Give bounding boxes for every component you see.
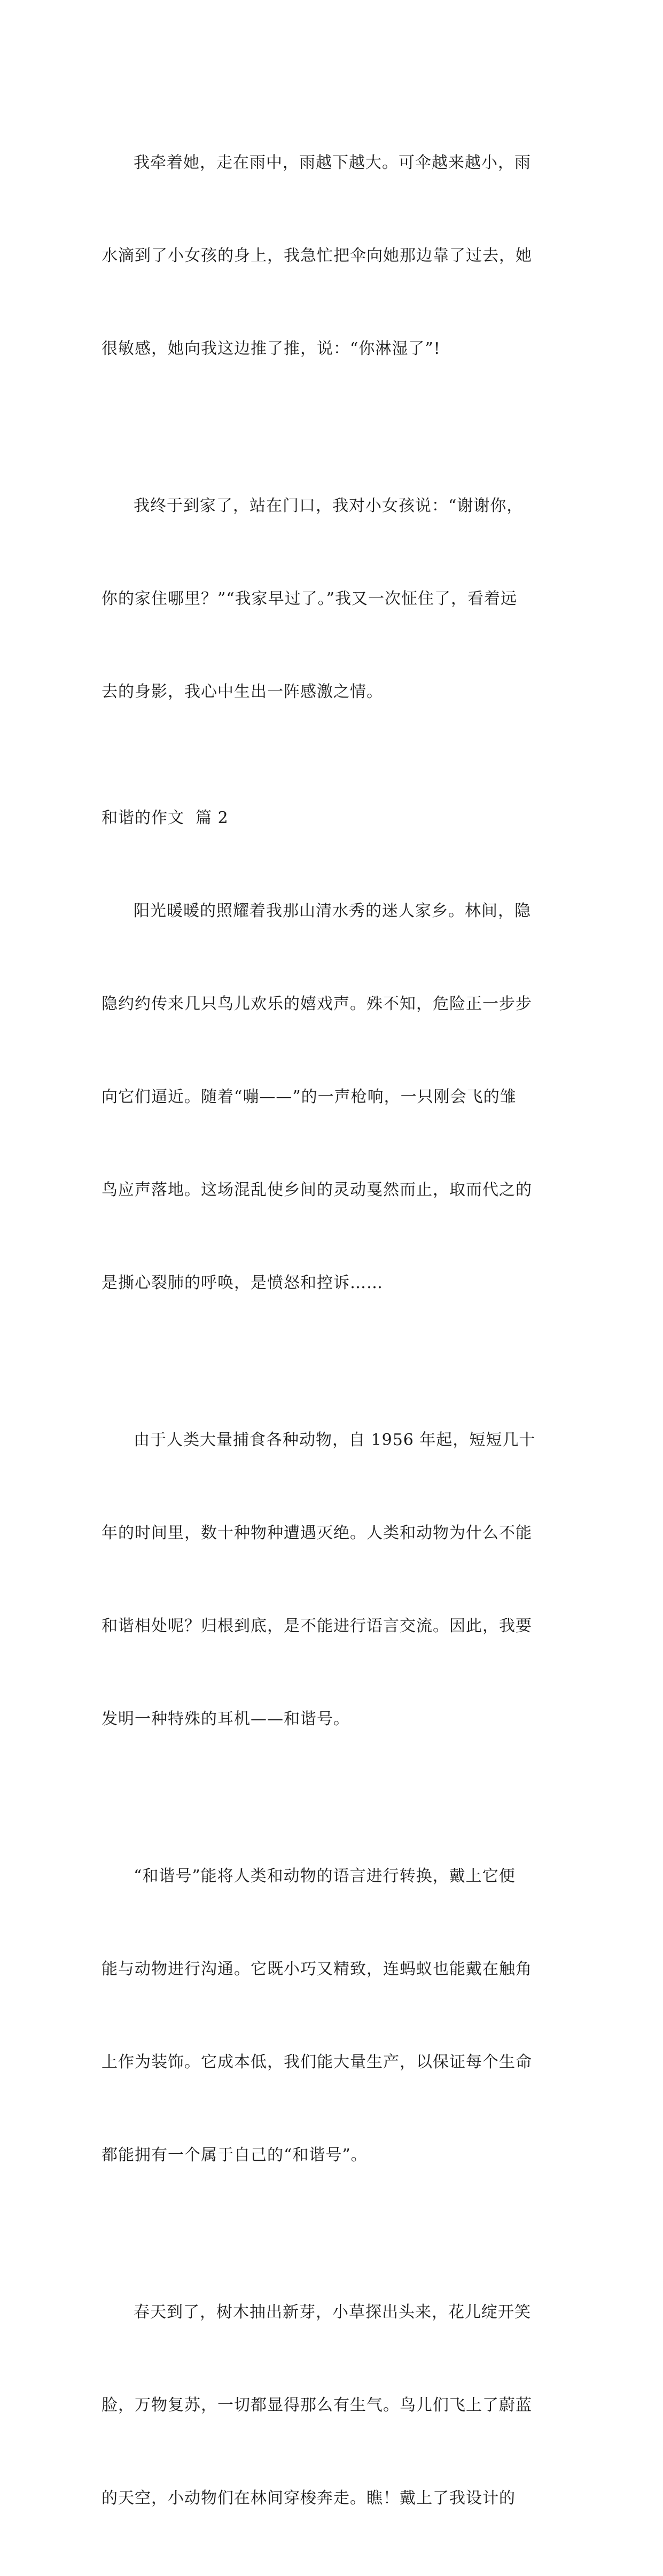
text-line: 去的身影，我心中生出一阵感激之情。 [102,682,383,701]
text-line: 鸟应声落地。这场混乱使乡间的灵动戛然而止，取而代之的 [102,1181,532,1199]
text-line: 我牵着她，走在雨中，雨越下越大。可伞越来越小，雨 [134,153,531,172]
text-line: 春天到了，树木抽出新芽，小草探出头来，花儿绽开笑 [134,2303,531,2322]
text-line: 都能拥有一个属于自己的“和谐号”。 [102,2146,368,2164]
text-line: 发明一种特殊的耳机——和谐号。 [102,1710,350,1728]
text-line: 上作为装饰。它成本低，我们能大量生产，以保证每个生命 [102,2053,532,2071]
section-heading: 和谐的作文 篇 2 [102,809,229,827]
paragraph-hometown [102,834,561,1361]
text-line: 是撕心裂肺的呼唤，是愤怒和控诉…… [102,1274,383,1292]
paragraph-rain-walk [102,86,561,426]
text-line: 你的家住哪里？”“我家早过了。”我又一次怔住了，看着远 [102,589,518,608]
text-line: 向它们逼近。随着“嘣——”的一声枪响，一只刚会飞的雏 [102,1088,517,1106]
text-line: 脸，万物复苏，一切都显得那么有生气。鸟儿们飞上了蔚蓝 [102,2396,532,2415]
text-line: 由于人类大量捕食各种动物，自 1956 年起，短短几十 [134,1431,536,1449]
paragraph-arrive-home [102,429,561,770]
paragraph-extinction [102,1363,561,1797]
document-page [102,86,561,2576]
text-line: 能与动物进行沟通。它既小巧又精致，连蚂蚁也能戴在触角 [102,1960,532,1978]
text-line: 阳光暖暖的照耀着我那山清水秀的迷人家乡。林间，隐 [134,902,531,920]
text-line: “和谐号”能将人类和动物的语言进行转换，戴上它便 [134,1867,516,1886]
text-line: 隐约约传来几只鸟儿欢乐的嬉戏声。殊不知，危险正一步步 [102,995,532,1013]
text-line: 水滴到了小女孩的身上，我急忙把伞向她那边靠了过去，她 [102,246,532,265]
text-line: 我终于到家了，站在门口，我对小女孩说：“谢谢你， [134,496,524,515]
paragraph-harmony-device [102,1799,561,2233]
text-line: 很敏感，她向我这边推了推，说：“你淋湿了”! [102,339,441,358]
text-line: 的天空，小动物们在林间穿梭奔走。瞧！戴上了我设计的 [102,2489,516,2508]
text-line: 年的时间里，数十种物种遭遇灭绝。人类和动物为什么不能 [102,1524,532,1542]
paragraph-spring [102,2235,561,2576]
text-line: 和谐相处呢？归根到底，是不能进行语言交流。因此，我要 [102,1617,532,1635]
